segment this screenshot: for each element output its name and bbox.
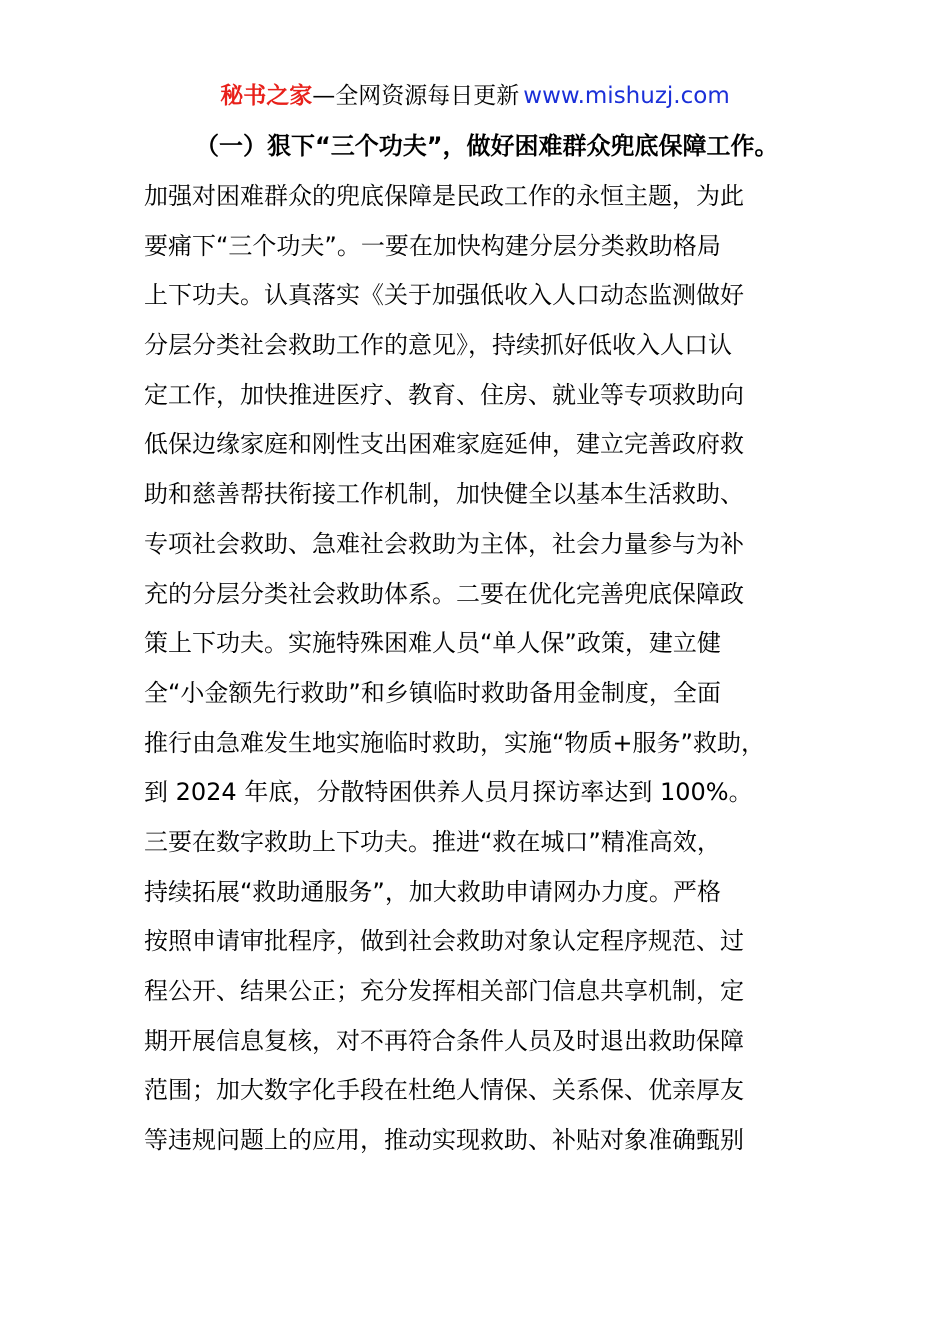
body-paragraph	[144, 172, 844, 1166]
text-line: 上下功夫。认真落实《关于加强低收入人口动态监测做好	[144, 281, 744, 310]
text-line: 期开展信息复核，对不再符合条件人员及时退出救助保障	[144, 1026, 744, 1055]
text-line: 加强对困难群众的兜底保障是民政工作的永恒主题，为此	[144, 182, 744, 210]
text-line: 三要在数字救助上下功夫。推进“救在城口”精准高效，	[144, 827, 721, 856]
text-line: 充的分层分类社会救助体系。二要在优化完善兜底保障政	[144, 579, 744, 608]
site-url-link[interactable]: www.mishuzj.com	[523, 83, 730, 109]
text-line: 按照申请审批程序，做到社会救助对象认定程序规范、过	[144, 927, 744, 956]
text-line: 定工作，加快推进医疗、教育、住房、就业等专项救助向	[144, 380, 744, 409]
brand-name: 秘书之家	[220, 83, 313, 109]
text-line: 程公开、结果公正；充分发挥相关部门信息共享机制，定	[144, 977, 744, 1005]
text-line: 持续拓展“救助通服务”，加大救助申请网办力度。严格	[144, 877, 721, 906]
text-line: 分层分类社会救助工作的意见》，持续抓好低收入人口认	[144, 331, 732, 360]
text-line: 专项社会救助、急难社会救助为主体，社会力量参与为补	[144, 529, 744, 558]
text-line: 策上下功夫。实施特殊困难人员“单人保”政策，建立健	[144, 629, 721, 658]
text-line: 到 2024 年底，分散特困供养人员月探访率达到 100%。	[144, 778, 753, 807]
header-dash: —	[312, 83, 336, 109]
text-line: 等违规问题上的应用，推动实现救助、补贴对象准确甄别	[144, 1126, 744, 1155]
site-header	[0, 80, 950, 112]
section-heading: （一）狠下“三个功夫”，做好困难群众兜底保障工作。	[195, 132, 779, 160]
text-line: 范围；加大数字化手段在杜绝人情保、关系保、优亲厚友	[144, 1076, 744, 1105]
text-line: 低保边缘家庭和刚性支出困难家庭延伸，建立完善政府救	[144, 430, 744, 459]
text-line: 助和慈善帮扶衔接工作机制，加快健全以基本生活救助、	[144, 480, 744, 509]
header-tagline: 全网资源每日更新	[335, 83, 520, 109]
text-line: 全“小金额先行救助”和乡镇临时救助备用金制度，全面	[144, 678, 721, 707]
text-line: 推行由急难发生地实施临时救助，实施“物质+服务”救助，	[144, 728, 765, 757]
text-line: 要痛下“三个功夫”。一要在加快构建分层分类救助格局	[144, 231, 721, 260]
